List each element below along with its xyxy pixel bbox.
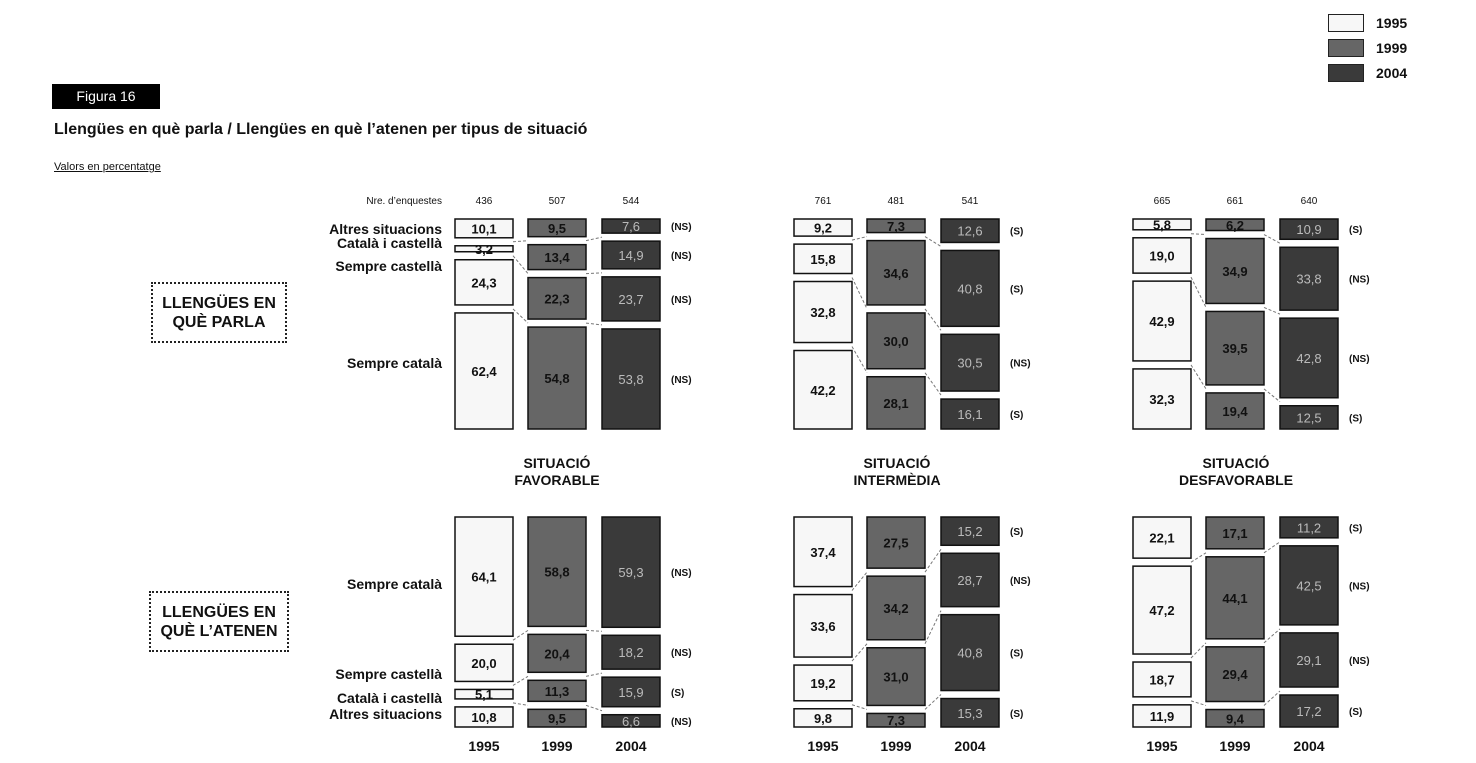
survey-count: 507	[548, 196, 566, 207]
survey-row-label: Nre. d’enquestes	[366, 196, 442, 207]
survey-count: 761	[814, 196, 832, 207]
data-label: 23,7	[618, 291, 644, 307]
data-label: 40,8	[957, 281, 983, 297]
data-label: 34,6	[883, 265, 909, 281]
connector-line	[1191, 553, 1206, 562]
data-label: 19,0	[1149, 248, 1175, 264]
data-label: 18,7	[1149, 672, 1175, 688]
survey-count: 481	[887, 196, 905, 207]
year-tick-label: 2004	[615, 738, 647, 754]
data-label: 9,8	[813, 710, 833, 726]
significance-marker: (S)	[1010, 648, 1024, 660]
row-label-parla: LLENGÜES EN QUÈ PARLA	[151, 282, 287, 343]
connector-line	[513, 676, 528, 685]
data-label: 19,2	[810, 675, 836, 691]
connector-line	[586, 705, 602, 710]
survey-count: 544	[622, 196, 640, 207]
chart-subtitle: Valors en percentatge	[54, 161, 161, 173]
data-label: 59,3	[618, 565, 644, 581]
survey-count: 541	[961, 196, 979, 207]
data-label: 5,1	[474, 687, 494, 703]
data-label: 9,5	[547, 220, 567, 236]
data-label: 34,2	[883, 600, 909, 616]
connector-line	[513, 256, 528, 274]
situation-label: SITUACIÓ	[1202, 455, 1270, 471]
data-label: 6,2	[1225, 217, 1245, 233]
data-label: 62,4	[471, 363, 497, 379]
data-label: 29,1	[1296, 652, 1322, 668]
survey-count: 640	[1300, 196, 1318, 207]
connector-line	[1264, 691, 1280, 706]
data-label: 11,2	[1296, 520, 1322, 536]
connector-line	[1264, 629, 1280, 643]
data-label: 9,2	[813, 220, 833, 236]
connector-line	[925, 237, 941, 247]
significance-marker: (NS)	[1010, 575, 1031, 587]
connector-line	[852, 644, 867, 661]
significance-marker: (S)	[1010, 226, 1024, 238]
legend-label-1995: 1995	[1376, 15, 1408, 31]
connector-line	[1264, 542, 1280, 553]
significance-marker: (NS)	[671, 250, 692, 262]
situation-label: DESFAVORABLE	[1178, 472, 1294, 488]
connector-line	[925, 549, 941, 572]
data-label: 27,5	[883, 535, 909, 551]
connector-line	[1191, 277, 1206, 307]
survey-count: 661	[1226, 196, 1244, 207]
connector-line	[1191, 234, 1206, 235]
data-label: 58,8	[544, 564, 570, 580]
significance-marker: (NS)	[671, 716, 692, 728]
data-label: 28,7	[957, 572, 983, 588]
data-label: 47,2	[1149, 603, 1175, 619]
data-label: 33,8	[1296, 271, 1322, 287]
situation-label: INTERMÈDIA	[853, 472, 941, 488]
data-label: 28,1	[883, 395, 909, 411]
year-tick-label: 1995	[468, 738, 500, 754]
data-label: 6,6	[621, 713, 641, 729]
situation-label: SITUACIÓ	[523, 455, 591, 471]
significance-marker: (S)	[1349, 413, 1363, 425]
significance-marker: (S)	[1349, 707, 1363, 719]
significance-marker: (S)	[1010, 410, 1024, 422]
data-label: 10,8	[471, 709, 497, 725]
year-tick-label: 1995	[807, 738, 839, 754]
connector-line	[1264, 307, 1280, 314]
connector-line	[852, 278, 867, 309]
data-label: 19,4	[1222, 403, 1248, 419]
data-label: 44,1	[1222, 590, 1248, 606]
data-label: 32,8	[810, 305, 836, 321]
connector-line	[1191, 365, 1206, 389]
data-label: 15,8	[810, 251, 836, 267]
connector-line	[1191, 701, 1206, 706]
category-label: Sempre català	[347, 576, 442, 592]
data-label: 3,2	[474, 241, 494, 257]
data-label: 9,5	[547, 711, 567, 727]
significance-marker: (NS)	[671, 294, 692, 306]
data-label: 34,9	[1222, 263, 1248, 279]
data-label: 9,4	[1225, 711, 1245, 727]
category-label: Sempre castellà	[335, 258, 442, 274]
data-label: 11,9	[1149, 708, 1175, 724]
legend-label-1999: 1999	[1376, 40, 1408, 56]
year-tick-label: 1999	[1219, 738, 1251, 754]
chart-title: Llengües en què parla / Llengües en què l’atenen per tipus de situació	[54, 121, 588, 138]
data-label: 42,8	[1296, 350, 1322, 366]
category-label: Sempre català	[347, 355, 442, 371]
category-label: Sempre castellà	[335, 666, 442, 682]
significance-marker: (S)	[1010, 284, 1024, 296]
data-label: 7,6	[621, 219, 641, 235]
data-label: 29,4	[1222, 667, 1248, 683]
survey-count: 665	[1153, 196, 1171, 207]
significance-marker: (S)	[1349, 523, 1363, 535]
category-label: Altres situacions	[329, 221, 442, 237]
year-tick-label: 2004	[954, 738, 986, 754]
data-label: 12,5	[1296, 410, 1322, 426]
connector-line	[925, 695, 941, 710]
year-tick-label: 2004	[1293, 738, 1325, 754]
connector-line	[513, 241, 528, 242]
category-label: Català i castellà	[336, 235, 442, 251]
data-label: 7,3	[886, 218, 906, 234]
connector-line	[852, 237, 867, 241]
year-tick-label: 1999	[880, 738, 912, 754]
connector-line	[852, 705, 867, 710]
connector-line	[925, 611, 941, 644]
significance-marker: (NS)	[671, 648, 692, 660]
situation-label: SITUACIÓ	[863, 455, 931, 471]
significance-marker: (NS)	[1349, 274, 1370, 286]
significance-marker: (NS)	[1010, 358, 1031, 370]
connector-line	[1264, 235, 1280, 244]
year-tick-label: 1995	[1146, 738, 1178, 754]
data-label: 54,8	[544, 371, 570, 387]
data-label: 5,8	[1152, 217, 1172, 233]
data-label: 22,3	[544, 291, 570, 307]
connector-line	[925, 373, 941, 395]
significance-marker: (NS)	[671, 222, 692, 234]
data-label: 18,2	[618, 645, 644, 661]
connector-line	[586, 237, 602, 241]
data-label: 7,3	[886, 713, 906, 729]
data-label: 20,0	[471, 655, 497, 671]
significance-marker: (NS)	[1349, 581, 1370, 593]
significance-marker: (S)	[671, 687, 685, 699]
data-label: 15,3	[957, 705, 983, 721]
situation-label: FAVORABLE	[514, 472, 600, 488]
data-label: 40,8	[957, 645, 983, 661]
significance-marker: (S)	[1010, 527, 1024, 539]
data-label: 11,3	[544, 683, 570, 699]
category-label: Català i castellà	[336, 690, 442, 706]
data-label: 16,1	[957, 407, 983, 423]
data-label: 15,9	[618, 684, 644, 700]
data-label: 24,3	[471, 275, 497, 291]
data-label: 64,1	[471, 569, 497, 585]
data-label: 37,4	[810, 544, 836, 560]
data-label: 30,5	[957, 355, 983, 371]
connector-line	[1264, 389, 1280, 402]
significance-marker: (S)	[1010, 708, 1024, 720]
data-label: 22,1	[1149, 530, 1175, 546]
data-label: 20,4	[544, 646, 570, 662]
data-label: 42,2	[810, 382, 836, 398]
connector-line	[586, 273, 602, 274]
figure-label: Figura 16	[52, 84, 160, 109]
data-label: 31,0	[883, 669, 909, 685]
data-label: 10,1	[471, 221, 497, 237]
survey-count: 436	[475, 196, 493, 207]
connector-line	[513, 309, 528, 323]
data-label: 15,2	[957, 524, 983, 540]
connector-line	[513, 703, 528, 705]
connector-line	[586, 630, 602, 631]
data-label: 42,9	[1149, 314, 1175, 330]
data-label: 17,2	[1296, 704, 1322, 720]
data-label: 14,9	[618, 247, 644, 263]
significance-marker: (NS)	[671, 568, 692, 580]
data-label: 39,5	[1222, 341, 1248, 357]
category-label: Altres situacions	[329, 706, 442, 722]
data-label: 12,6	[957, 223, 983, 239]
data-label: 13,4	[544, 250, 570, 266]
data-label: 42,5	[1296, 578, 1322, 594]
connector-line	[852, 572, 867, 590]
row-label-atenen: LLENGÜES EN QUÈ L’ATENEN	[149, 591, 289, 652]
connector-line	[925, 309, 941, 330]
data-label: 10,9	[1296, 222, 1322, 238]
connector-line	[852, 347, 867, 373]
significance-marker: (NS)	[1349, 353, 1370, 365]
connector-line	[513, 630, 528, 640]
data-label: 53,8	[618, 371, 644, 387]
significance-marker: (S)	[1349, 225, 1363, 237]
significance-marker: (NS)	[1349, 655, 1370, 667]
connector-line	[1191, 643, 1206, 658]
data-label: 17,1	[1222, 525, 1248, 541]
significance-marker: (NS)	[671, 374, 692, 386]
data-label: 30,0	[883, 333, 909, 349]
legend-label-2004: 2004	[1376, 65, 1408, 81]
year-tick-label: 1999	[541, 738, 573, 754]
connector-line	[586, 323, 602, 325]
connector-line	[586, 673, 602, 676]
data-label: 33,6	[810, 618, 836, 634]
data-label: 32,3	[1149, 391, 1175, 407]
